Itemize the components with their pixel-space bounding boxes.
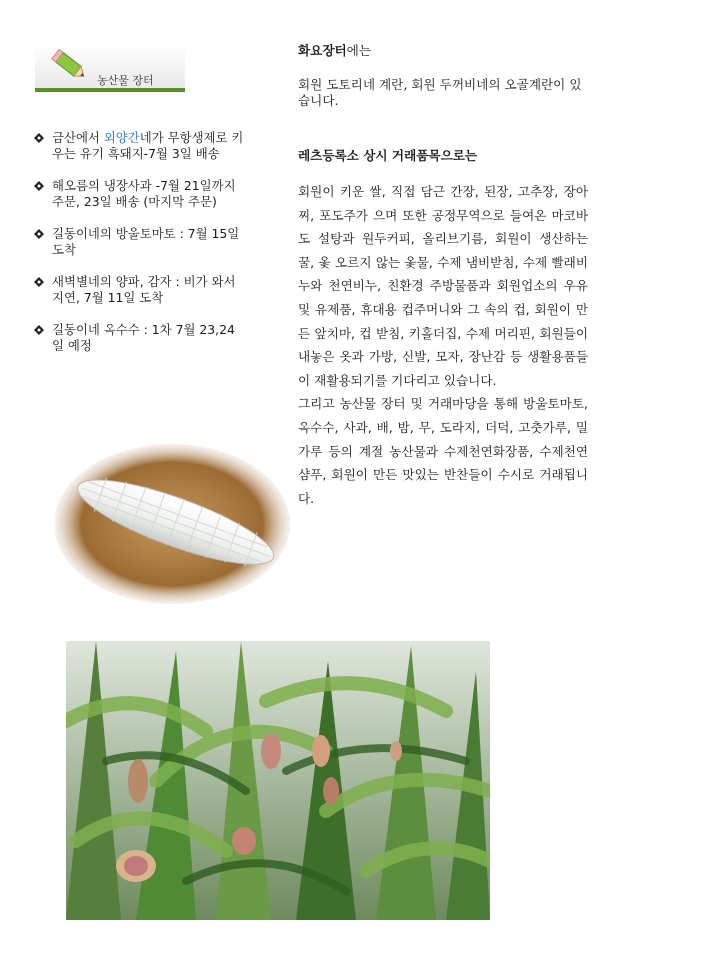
item-text-rest: 네가 무항생제로 키우는 유기 흑돼지-7월 3일 배송 — [52, 130, 244, 161]
item-highlight: 외양간 — [103, 130, 140, 145]
item-text: 길동이네 옥수수 : 1차 7월 23,24일 예정 — [52, 322, 235, 353]
header-title: 농산물 장터 — [97, 74, 154, 87]
list-item — [34, 130, 244, 162]
pencil-icon — [49, 48, 89, 84]
diamond-bullet-icon — [34, 277, 44, 287]
item-text: 새벽별네의 양파, 감자 : 비가 와서 지연, 7월 11일 도착 — [52, 274, 236, 305]
corn-field-photo — [66, 641, 490, 920]
list-item — [34, 322, 244, 354]
market-heading-rest: 에는 — [346, 43, 372, 58]
market-heading-bold: 화요장터 — [298, 43, 347, 58]
diamond-bullet-icon — [34, 181, 44, 191]
item-text: 금산에서 — [52, 130, 104, 145]
main-text-column — [298, 40, 588, 510]
diamond-bullet-icon — [34, 325, 44, 335]
market-heading — [298, 40, 588, 59]
list-item — [34, 178, 244, 210]
white-corn-photo — [55, 444, 290, 604]
diamond-bullet-icon — [34, 229, 44, 239]
store-body: 회원이 키운 쌀, 직접 담근 간장, 된장, 고추장, 장아찌, 포도주가 으며 또한 공정무역으로 들여온 마코바도 설탕과 원두커피, 올리브기름, 회원이 생산하는 꿀, 옻 오르지 않는 옻물, 수제 냄비받침, 수제 빨래비누와 천연비누, 친환경 주방물품과 회원업소의 우유 및 유제품, 휴대용 컵주머니와 그 속의 컵, 회원이 만든 앞치마, 컵 받침, 키홀더집, 수제 머리핀, 회원들이 내놓은 옷과 가방, 신발, 모자, 장난감 등 생활용품들이 재활용되기를 기다리고 있습니다. — [298, 184, 588, 388]
list-item — [34, 226, 244, 258]
header-underline — [35, 88, 185, 92]
diamond-bullet-icon — [34, 133, 44, 143]
store-body-2: 그리고 농산물 장터 및 거래마당을 통해 방울토마토, 옥수수, 사과, 배, 밤, 무, 도라지, 더덕, 고춧가루, 밀가루 등의 계절 농산물과 수제천연화장품, 수제천연샴푸, 회원이 만든 맛있는 반찬들이 수시로 거래됩니다. — [298, 396, 588, 506]
section-header — [35, 44, 185, 96]
store-heading: 레츠등록소 상시 거래품목으로는 — [298, 148, 478, 163]
list-item — [34, 274, 244, 306]
item-text: 길동이네의 방울토마토 : 7월 15일 도착 — [52, 226, 240, 257]
item-text: 해오름의 냉장사과 -7월 21일까지 주문, 23일 배송 (마지막 주문) — [52, 178, 236, 209]
bullet-list — [34, 130, 244, 370]
market-description: 회원 도토리네 계란, 회원 두꺼비네의 오골계란이 있습니다. — [298, 77, 582, 108]
